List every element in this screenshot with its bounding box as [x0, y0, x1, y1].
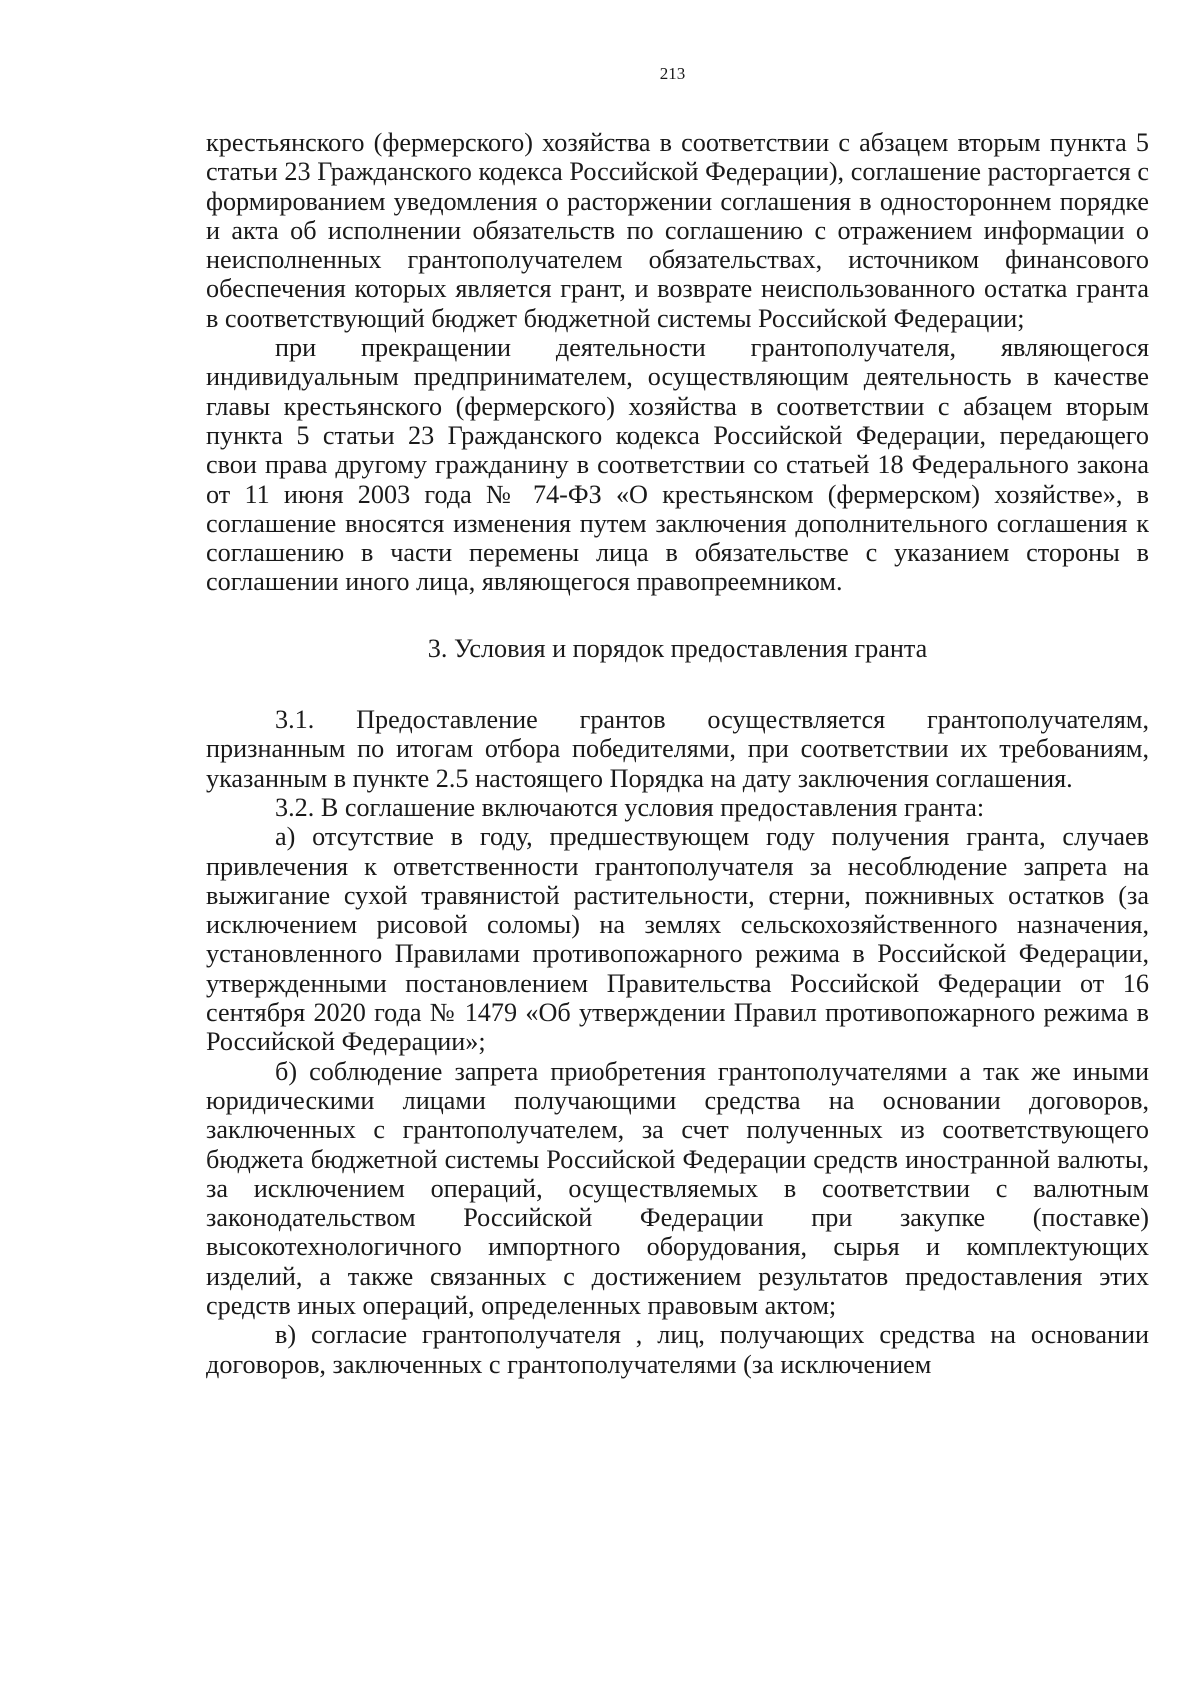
paragraph-3-1: 3.1. Предоставление грантов осуществляется грантополучателям, признанным по итогам отбора победителями, при соответствии их требованиям, указанным в пункте 2.5 настоящего Порядка на дату заключения соглашения.	[206, 705, 1149, 793]
paragraph-continuation: крестьянского (фермерского) хозяйства в соответствии с абзацем вторым пункта 5 статьи 23 Гражданского кодекса Российской Федерации), соглашение расторгается с формированием уведомления о расторжении соглашения в одностороннем порядке и акта об исполнении обязательств по соглашению с отражением информации о неисполненных грантополучателем обязательствах, источником финансового обеспечения которых является грант, и возврате неиспользованного остатка гранта в соответствующий бюджет бюджетной системы Российской Федерации;	[206, 128, 1149, 333]
paragraph-item-v: в) согласие грантополучателя , лиц, получающих средства на основании договоров, заключенных с грантополучателями (за исключением	[206, 1320, 1149, 1379]
page-number: 213	[659, 64, 686, 83]
paragraph-succession: при прекращении деятельности грантополучателя, являющегося индивидуальным предпринимателем, осуществляющим деятельность в качестве главы крестьянского (фермерского) хозяйства в соответствии с абзацем вторым пункта 5 статьи 23 Гражданского кодекса Российской Федерации, передающего свои права другому гражданину в соответствии со статьей 18 Федерального закона от 11 июня 2003 года № 74-ФЗ «О крестьянском (фермерском) хозяйстве», в соглашение вносятся изменения путем заключения дополнительного соглашения к соглашению в части перемены лица в обязательстве с указанием стороны в соглашении иного лица, являющегося правопреемником.	[206, 333, 1149, 597]
paragraph-3-2: 3.2. В соглашение включаются условия предоставления гранта:	[275, 792, 985, 822]
document-body	[206, 128, 1149, 1379]
paragraph-item-b: б) соблюдение запрета приобретения грантополучателями а так же иными юридическими лицами получающими средства на основании договоров, заключенных с грантополучателем, за счет полученных из соответствующего бюджета бюджетной системы Российской Федерации средств иностранной валюты, за исключением операций, осуществляемых в соответствии с валютным законодательством Российской Федерации при закупке (поставке) высокотехнологичного импортного оборудования, сырья и комплектующих изделий, а также связанных с достижением результатов предоставления этих средств иных операций, определенных правовым актом;	[206, 1056, 1149, 1320]
section-heading: 3. Условия и порядок предоставления гранта	[427, 633, 928, 663]
paragraph-item-a: а) отсутствие в году, предшествующем году получения гранта, случаев привлечения к ответственности грантополучателя за несоблюдение запрета на выжигание сухой травянистой растительности, стерни, пожнивных остатков (за исключением рисовой соломы) на землях сельскохозяйственного назначения, установленного Правилами противопожарного режима в Российской Федерации, утвержденными постановлением Правительства Российской Федерации от 16 сентября 2020 года № 1479 «Об утверждении Правил противопожарного режима в Российской Федерации»;	[206, 822, 1149, 1057]
